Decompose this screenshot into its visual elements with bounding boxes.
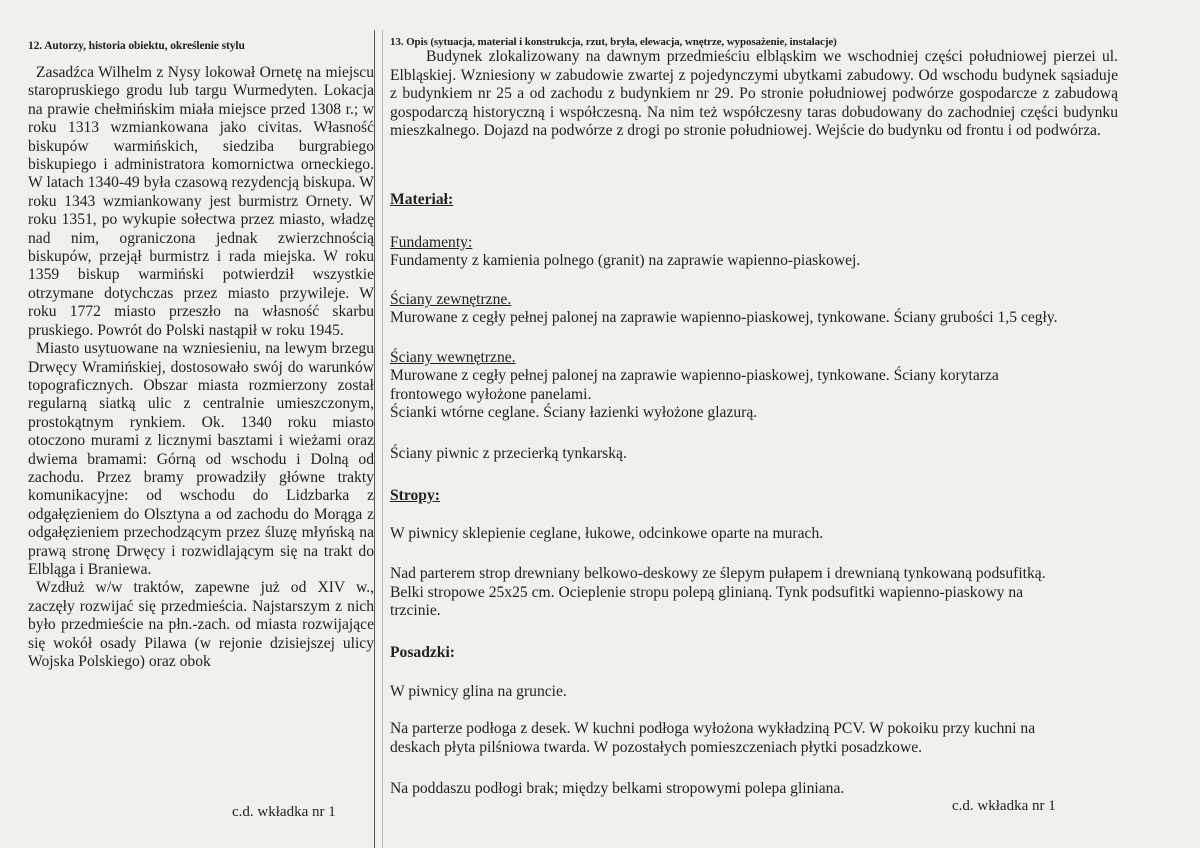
material-section-title: Materiał: [390, 191, 454, 208]
posadzki-section-title: Posadzki: [390, 644, 455, 661]
fundamenty-text: Fundamenty z kamienia polnego (granit) na zaprawie wapienno-piaskowej. [390, 252, 861, 269]
sciany-wewnetrzne-block [390, 349, 1120, 423]
posadzki-text-2b: deskach płyta pilśniowa twarda. W pozostałych pomieszczeniach płytki posadzkowe. [390, 738, 923, 756]
description-continued-note: c.d. wkładka nr 1 [952, 798, 1056, 814]
history-body [28, 64, 374, 671]
description-column [390, 36, 1120, 141]
sciany-zewnetrzne-title: Ściany zewnętrzne. [390, 291, 512, 308]
column-divider-shadow [382, 30, 383, 848]
posadzki-text-2a: Na parterze podłoga z desek. W kuchni podłoga wyłożona wykładziną PCV. W pokoiku przy kuchni na [390, 720, 1036, 737]
sciany-wewnetrzne-line-1: Murowane z cegły pełnej palonej na zaprawie wapienno-piaskowej, tynkowane. Ściany korytarza [390, 367, 999, 384]
column-divider [374, 30, 375, 848]
sciany-wewnetrzne-line-2: frontowego wyłożone panelami. [390, 385, 592, 403]
description-heading: 13. Opis (sytuacja, materiał i konstrukcja, rzut, bryła, elewacja, wnętrze, wyposażenie, instalacje) [390, 36, 837, 48]
sciany-piwnic-block [390, 445, 1120, 464]
stropy-text-2c: trzcinie. [390, 602, 441, 620]
stropy-block-1 [390, 525, 1120, 544]
sciany-zewnetrzne-text: Murowane z cegły pełnej palonej na zaprawie wapienno-piaskowej, tynkowane. Ściany grubości 1,5 cegły. [390, 309, 1058, 326]
history-column [28, 40, 374, 671]
sciany-wewnetrzne-title: Ściany wewnętrzne. [390, 349, 516, 366]
stropy-section-title: Stropy: [390, 487, 440, 504]
sciany-zewnetrzne-block [390, 291, 1120, 328]
history-paragraph-1: Zasadźca Wilhelm z Nysy lokował Ornetę na miejscu staropruskiego grodu lub targu Wurmedyten. Lokacja na prawie chełmińskim miała miejsce przed 1308 r.; w roku 1313 wzmiankowana jako civitas. Własność biskupów warmińskich, siedziba burgrabiego biskupiego i administratora komornictwa orneckiego. W latach 1340-49 była czasową rezydencją biskupa. W roku 1343 wzmiankowany jest burmistrz Ornety. W roku 1351, po wykupie sołectwa przez miasto, władzę nad nim, ograniczona jednak zwierzchnością biskupów, przejął burmistrz i rada miejska. W roku 1359 biskup warmiński potwierdził wszystkie otrzymane dotychczas przez miasto przywileje. W roku 1772 miasto przeszło na własność skarbu pruskiego. Powrót do Polski nastąpił w roku 1945. [28, 64, 374, 339]
fundamenty-title: Fundamenty: [390, 234, 473, 251]
posadzki-block-3 [390, 780, 1120, 799]
stropy-text-2b: Belki stropowe 25x25 cm. Ocieplenie stropu polepą glinianą. Tynk podsufitki wapienno-piaskowy na [390, 583, 1024, 601]
fundamenty-block [390, 234, 1120, 271]
stropy-text-1: W piwnicy sklepienie ceglane, łukowe, odcinkowe oparte na murach. [390, 525, 824, 542]
stropy-block-2 [390, 565, 1120, 621]
posadzki-block-2 [390, 720, 1120, 757]
stropy-text-2a: Nad parterem strop drewniany belkowo-deskowy ze ślepym pułapem i drewnianą tynkowaną podsufitką. [390, 565, 1046, 582]
posadzki-block-1 [390, 683, 1120, 702]
description-paragraph: Budynek zlokalizowany na dawnym przedmieściu elbląskim we wschodniej części południowej pierzei ul. Elbląskiej. Wzniesiony w zabudowie zwartej z pojedynczymi ubytkami zabudowy. Od wschodu budynek sąsiaduje z budynkiem nr 25 a od zachodu z budynkiem nr 29. Po stronie południowej podwórze gospodarcze z zabudową gospodarczą historyczną i współczesną. Na nim też współczesny taras dobudowany do zachodniej części budynku mieszkalnego. Dojazd na podwórze z drogi po stronie południowej. Wejście do budynku od frontu i od podwórza. [390, 48, 1118, 140]
sciany-piwnic-text: Ściany piwnic z przecierką tynkarską. [390, 445, 627, 462]
history-continued-note: c.d. wkładka nr 1 [232, 804, 336, 820]
posadzki-text-1: W piwnicy glina na gruncie. [390, 683, 567, 700]
history-paragraph-2: Miasto usytuowane na wzniesieniu, na lewym brzegu Drwęcy Wramińskiej, dostosowało swój do warunków topograficznych. Obszar miasta rozmierzony został regularną siatką ulic z centralnie umieszczonym, prostokątnym rynkiem. Ok. 1340 roku miasto otoczono murami z licznymi basztami i wieżami oraz dwiema bramami: Górną od wschodu i Dolną od zachodu. Przez bramy prowadziły główne trakty komunikacyjne: od wschodu do Lidzbarka z odgałęzieniem do Olsztyna a od zachodu do Morąga z odgałęzieniem przechodzącym przez śluzę młyńską na prawą stronę Drwęcy i rozwidlającym się na trakt do Elbląga i Braniewa. [28, 340, 374, 578]
history-heading: 12. Autorzy, historia obiektu, określenie stylu [28, 40, 245, 52]
posadzki-text-3: Na poddaszu podłogi brak; między belkami stropowymi polepa gliniana. [390, 780, 845, 797]
history-paragraph-3: Wzdłuż w/w traktów, zapewne już od XIV w., zaczęły rozwijać się przedmieścia. Najstarszym z nich było przedmieście na płn.-zach. od miasta rozwijające się wokół osady Pilawa (w rejonie dzisiejszej ulicy Wojska Polskiego) oraz obok [28, 579, 374, 670]
sciany-wewnetrzne-line-3: Ścianki wtórne ceglane. Ściany łazienki wyłożone glazurą. [390, 404, 758, 422]
